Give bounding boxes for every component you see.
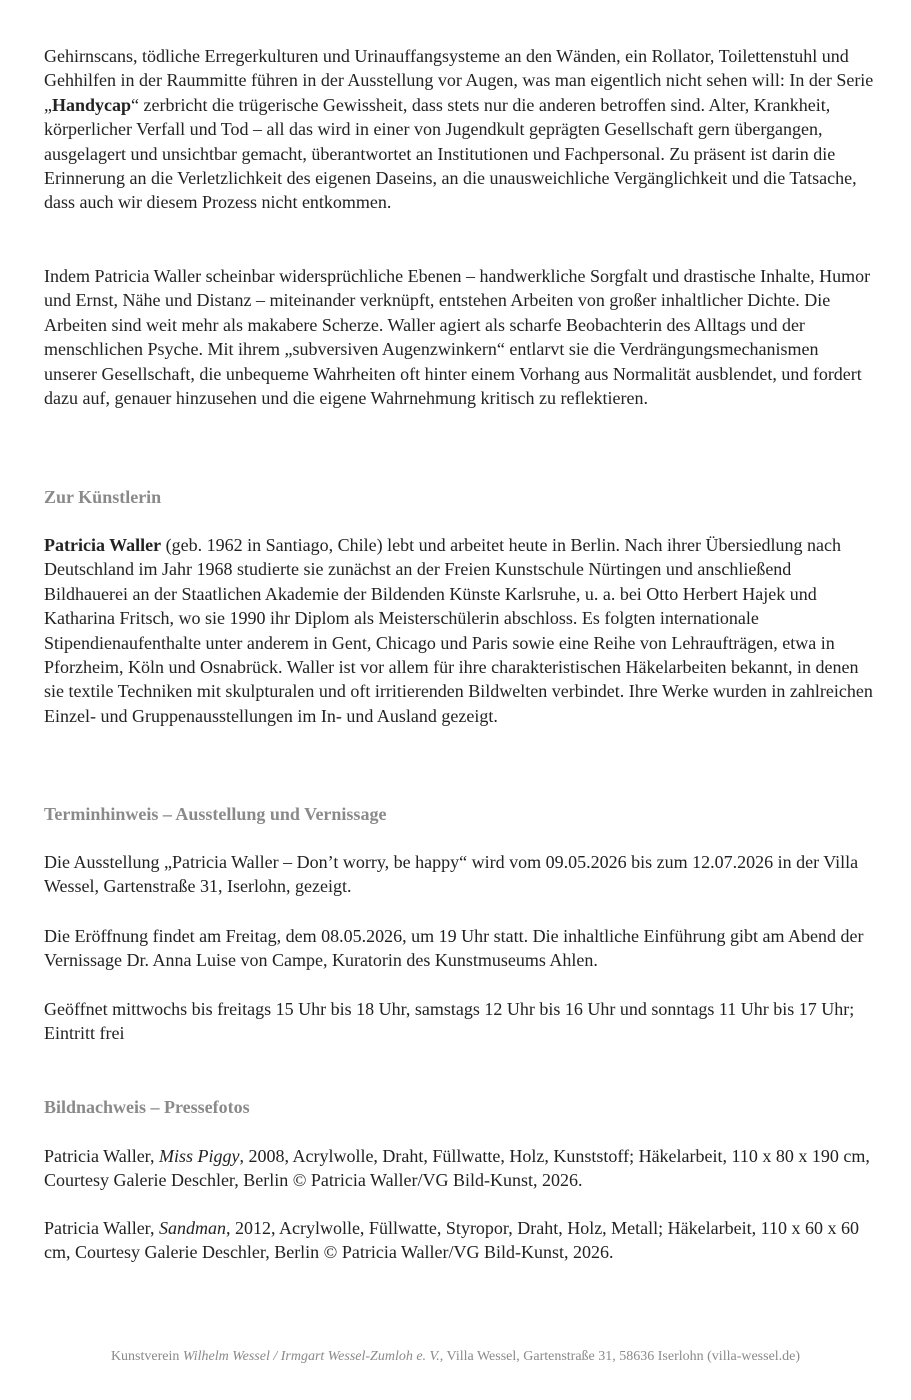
artist-bio-paragraph [44, 533, 874, 728]
footer-prefix: Kunstverein [110, 1349, 183, 1364]
credit-miss-piggy [44, 1144, 874, 1193]
dates-paragraph-opening: Die Eröffnung findet am Freitag, dem 08.05.2026, um 19 Uhr statt. Die inhaltliche Einführung gibt am Abend der Vernissage Dr. Anna Luise von Campe, Kuratorin des Kunstmuseums Ahlen. [44, 926, 864, 971]
credit-1-artist: Patricia Waller, [44, 1146, 159, 1166]
artist-bio-text: (geb. 1962 in Santiago, Chile) lebt und arbeitet heute in Berlin. Nach ihrer Übersiedlung nach Deutschland im Jahr 1968 studierte sie zunächst an der Freien Kunstschule Nürtingen und anschließend Bildhauerei an der Staatlichen Akademie der Bildenden Künste Karlsruhe, u. a. bei Otto Herbert Hajek und Katharina Fritsch, wo sie 1990 ihr Diplom als Meisterschülerin abschloss. Es folgten internationale Stipendienaufenthalte unter anderem in Gent, Chicago und Paris sowie eine Reihe von Lehraufträgen, etwa in Pforzheim, Köln und Osnabrück. Waller ist vor allem für ihre charakteristischen Häkelarbeiten bekannt, in denen sie textile Techniken mit skulpturalen und oft irritierenden Bildwelten verbindet. Ihre Werke wurden in zahlreichen Einzel- und Gruppenausstellungen im In- und Ausland gezeigt. [44, 535, 873, 726]
credit-sandman [44, 1216, 874, 1265]
page-footer [0, 1348, 911, 1366]
footer-address: , Villa Wessel, Gartenstraße 31, 58636 Iserlohn (villa-wessel.de) [439, 1349, 801, 1364]
credit-2-details: , 2012, Acrylwolle, Füllwatte, Styropor, Draht, Holz, Metall; Häkelarbeit, 110 x 60 x 60 cm, Courtesy Galerie Deschler, Berlin © Patricia Waller/VG Bild-Kunst, 2026. [44, 1218, 859, 1263]
credit-1-title: Miss Piggy [158, 1146, 240, 1166]
dates-paragraph-hours: Geöffnet mittwochs bis freitags 15 Uhr bis 18 Uhr, samstags 12 Uhr bis 16 Uhr und sonntags 11 Uhr bis 17 Uhr; Eintritt frei [44, 999, 855, 1044]
footer-association-name: Wilhelm Wessel / Irmgart Wessel-Zumloh e. V. [182, 1349, 440, 1364]
credits-heading: Bildnachweis – Pressefotos [44, 1097, 250, 1117]
dates-heading: Terminhinweis – Ausstellung und Vernissage [44, 804, 387, 824]
series-title-handycap: Handycap [52, 94, 132, 115]
credit-2-artist: Patricia Waller, [44, 1218, 159, 1238]
credit-2-title: Sandman [158, 1218, 226, 1238]
intro-paragraph-1 [44, 44, 874, 215]
intro-p1-text-a: Gehirnscans, tödliche Erregerkulturen und Urinauffangsysteme an den Wänden, ein Rollator, Toilettenstuhl und Gehhilfen in der Raummitte führen in der Ausstellung vor Augen, was man eigentlich nicht sehen will: In der Serie „ [44, 46, 874, 115]
artist-heading: Zur Künstlerin [44, 487, 162, 507]
artist-name: Patricia Waller [44, 535, 162, 555]
intro-paragraph-2: Indem Patricia Waller scheinbar widersprüchliche Ebenen – handwerkliche Sorgfalt und drastische Inhalte, Humor und Ernst, Nähe und Distanz – miteinander verknüpft, entstehen Arbeiten von großer inhaltlicher Dichte. Die Arbeiten sind weit mehr als makabere Scherze. Waller agiert als scharfe Beobachterin des Alltags und der menschlichen Psyche. Mit ihrem „subversiven Augenzwinkern“ entlarvt sie die Verdrängungsmechanismen unserer Gesellschaft, die unbequeme Wahrheiten oft hinter einem Vorhang aus Normalität ausblendet, und fordert dazu auf, genauer hinzusehen und die eigene Wahrnehmung kritisch zu reflektieren. [44, 266, 871, 409]
credit-1-details: , 2008, Acrylwolle, Draht, Füllwatte, Holz, Kunststoff; Häkelarbeit, 110 x 80 x 190 cm, Courtesy Galerie Deschler, Berlin © Patricia Waller/VG Bild-Kunst, 2026. [44, 1146, 870, 1191]
dates-paragraph-exhibition: Die Ausstellung „Patricia Waller – Don’t worry, be happy“ wird vom 09.05.2026 bis zum 12.07.2026 in der Villa Wessel, Gartenstraße 31, Iserlohn, gezeigt. [44, 852, 859, 897]
intro-p1-text-b: “ zerbricht die trügerische Gewissheit, dass stets nur die anderen betroffen sind. Alter, Krankheit, körperlicher Verfall und Tod – all das wird in einer von Jugendkult geprägten Gesellschaft gern übergangen, ausgelagert und unsichtbar gemacht, überantwortet an Institutionen und Fachpersonal. Zu präsent ist darin die Erinnerung an die Verletzlichkeit des eigenen Daseins, an die unausweichliche Vergänglichkeit und die Tatsache, dass auch wir diesem Prozess nicht entkommen. [44, 94, 857, 213]
